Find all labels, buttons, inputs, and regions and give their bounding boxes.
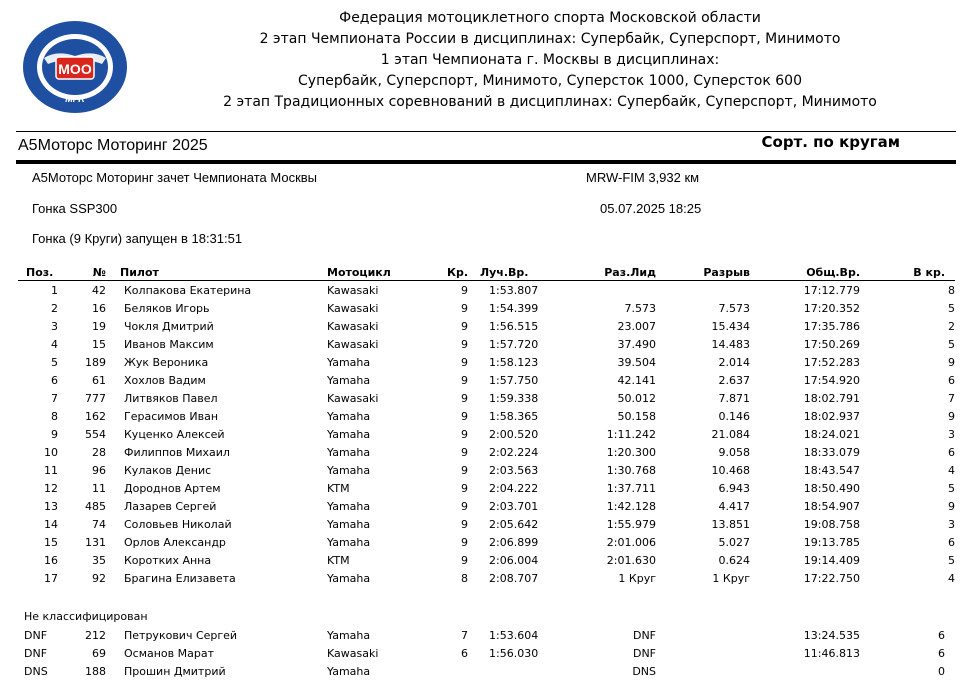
cell-total: 17:52.283 <box>803 355 860 369</box>
cell-moto: KTM <box>327 553 350 567</box>
cell-num: 131 <box>85 535 106 549</box>
cell-pos: 8 <box>51 409 58 423</box>
cell-gap-leader: 7.573 <box>624 301 656 315</box>
cell-gap-leader: 1:42.128 <box>606 499 656 513</box>
cell-best-lap: 5 <box>948 481 955 495</box>
cell-best: 2:04.222 <box>489 481 539 495</box>
cell-pos: 7 <box>51 391 58 405</box>
cell-moto: Yamaha <box>327 628 371 642</box>
cell-pilot: Литвяков Павел <box>124 391 218 405</box>
table-row <box>18 461 955 479</box>
cell-gap: 6.943 <box>718 481 750 495</box>
table-header-row <box>18 264 955 281</box>
cell-pilot: Соловьев Николай <box>124 517 232 531</box>
cell-laps: 9 <box>461 499 468 513</box>
logo-bottom-text: MFR <box>65 94 85 104</box>
col-best-lap: В кр. <box>860 264 955 281</box>
cell-pos: 1 <box>51 283 58 297</box>
federation-logo-graphic <box>22 20 128 114</box>
cell-moto: Yamaha <box>327 571 371 585</box>
cell-gap: 0.146 <box>718 409 750 423</box>
cell-laps: 9 <box>461 481 468 495</box>
cell-pos: 14 <box>44 517 58 531</box>
col-best: Луч.Вр. <box>468 264 571 281</box>
cell-pos: DNF <box>24 646 48 660</box>
table-row <box>18 389 955 407</box>
cell-pilot: Филиппов Михаил <box>124 445 230 459</box>
cell-best-lap: 5 <box>948 337 955 351</box>
cell-pilot: Брагина Елизавета <box>124 571 236 585</box>
col-moto: Мотоцикл <box>327 264 431 281</box>
cell-best-lap: 5 <box>948 553 955 567</box>
cell-gap-leader: 1 Круг <box>618 571 656 585</box>
not-classified-body <box>18 626 945 680</box>
cell-pos: 4 <box>51 337 58 351</box>
cell-num: 74 <box>92 517 106 531</box>
cell-pos: 6 <box>51 373 58 387</box>
cell-gap-leader <box>571 281 656 300</box>
cell-moto: Yamaha <box>327 445 371 459</box>
cell-laps: 6 <box>461 646 468 660</box>
federation-logo <box>22 20 128 114</box>
cell-total: 18:02.937 <box>803 409 860 423</box>
cell-pos: 5 <box>51 355 58 369</box>
cell-total <box>750 662 860 680</box>
cell-laps: 9 <box>461 463 468 477</box>
results-table <box>18 264 955 587</box>
cell-pilot: Лазарев Сергей <box>124 499 217 513</box>
cell-laps: 9 <box>461 391 468 405</box>
cell-best: 1:58.123 <box>489 355 539 369</box>
cell-num: 11 <box>92 481 106 495</box>
cell-gap: 0.624 <box>718 553 750 567</box>
cell-gap-leader: 1:55.979 <box>606 517 656 531</box>
header-line: Супербайк, Суперспорт, Минимото, Суперсток 1000, Суперсток 600 <box>298 73 802 89</box>
cell-gap: 9.058 <box>718 445 750 459</box>
table-row <box>18 497 955 515</box>
table-row <box>18 515 955 533</box>
cell-best: 2:00.520 <box>489 427 539 441</box>
cell-best-lap: 6 <box>938 646 945 660</box>
cell-best <box>468 662 571 680</box>
cell-best-lap: 3 <box>948 427 955 441</box>
cell-gap-leader: 50.158 <box>617 409 656 423</box>
col-pilot: Пилот <box>106 264 327 281</box>
table-row <box>18 425 955 443</box>
cell-laps: 9 <box>461 445 468 459</box>
cell-laps: 9 <box>461 409 468 423</box>
cell-gap <box>656 281 750 300</box>
cell-gap: 5.027 <box>718 535 750 549</box>
table-row <box>18 371 955 389</box>
cell-moto: Kawasaki <box>327 301 379 315</box>
table-row <box>18 644 945 662</box>
cell-pos: 9 <box>51 427 58 441</box>
cell-best: 2:06.004 <box>489 553 539 567</box>
cell-laps: 9 <box>461 355 468 369</box>
cell-total: 18:54.907 <box>803 499 860 513</box>
cell-pos: 11 <box>44 463 58 477</box>
cell-best-lap: 3 <box>948 517 955 531</box>
header-line: 2 этап Чемпионата России в дисциплинах: Супербайк, Суперспорт, Минимото <box>259 31 841 47</box>
header-line: 2 этап Традиционных соревнований в дисциплинах: Супербайк, Суперспорт, Минимото <box>223 94 877 110</box>
cell-num: 212 <box>85 628 106 642</box>
cell-gap-leader: 1:30.768 <box>606 463 656 477</box>
cell-moto: Kawasaki <box>327 337 379 351</box>
cell-best-lap: 8 <box>948 283 955 297</box>
cell-best: 1:59.338 <box>489 391 539 405</box>
col-total: Общ.Вр. <box>750 264 860 281</box>
cell-best: 2:05.642 <box>489 517 539 531</box>
header-line: Федерация мотоциклетного спорта Московской области <box>339 10 761 26</box>
cell-gap: 10.468 <box>711 463 750 477</box>
cell-num: 485 <box>85 499 106 513</box>
cell-best-lap: 9 <box>948 409 955 423</box>
cell-pilot: Османов Марат <box>124 646 215 660</box>
cell-gap-leader: 2:01.006 <box>606 535 656 549</box>
cell-best-lap: 4 <box>948 463 955 477</box>
cell-moto: Yamaha <box>327 409 371 423</box>
cell-moto: Yamaha <box>327 373 371 387</box>
cell-best: 1:58.365 <box>489 409 539 423</box>
event-title: А5Моторс Моторинг 2025 <box>18 137 208 154</box>
cell-gap: 14.483 <box>711 337 750 351</box>
cell-pilot: Куценко Алексей <box>124 427 225 441</box>
cell-pilot: Орлов Александр <box>124 535 226 549</box>
cell-laps: 9 <box>461 427 468 441</box>
cell-pilot: Иванов Максим <box>124 337 214 351</box>
cell-pilot: Коротких Анна <box>124 553 212 567</box>
cell-moto: Yamaha <box>327 499 371 513</box>
cell-pilot: Дороднов Артем <box>124 481 221 495</box>
cell-pilot: Колпакова Екатерина <box>124 283 252 297</box>
cell-laps: 9 <box>461 319 468 333</box>
cell-total: 18:24.021 <box>803 427 860 441</box>
logo-center-text: МОО <box>58 61 92 77</box>
table-row <box>18 317 955 335</box>
cell-gap: 13.851 <box>711 517 750 531</box>
not-classified-table <box>18 626 945 680</box>
cell-moto: Yamaha <box>327 355 371 369</box>
cell-laps: 9 <box>461 517 468 531</box>
table-row <box>18 533 955 551</box>
cell-pilot: Петрукович Сергей <box>124 628 238 642</box>
cell-gap <box>656 662 750 680</box>
cell-num: 162 <box>85 409 106 423</box>
cell-best-lap: 4 <box>948 571 955 585</box>
cell-moto: Kawasaki <box>327 319 379 333</box>
cell-best: 1:54.399 <box>489 301 539 315</box>
cell-laps: 9 <box>461 337 468 351</box>
table-row <box>18 299 955 317</box>
cell-moto: Yamaha <box>327 535 371 549</box>
cell-pilot: Чокля Дмитрий <box>124 319 214 333</box>
cell-gap-leader: 50.012 <box>617 391 656 405</box>
cell-total: 17:12.779 <box>803 283 860 297</box>
cell-total: 18:50.490 <box>803 481 860 495</box>
race-start: Гонка (9 Круги) запущен в 18:31:51 <box>32 231 243 246</box>
cell-num: 35 <box>92 553 106 567</box>
cell-laps: 9 <box>461 283 468 297</box>
cell-best: 1:56.515 <box>489 319 539 333</box>
cell-gap <box>656 644 750 662</box>
divider-thick <box>16 160 956 164</box>
cell-pos: 2 <box>51 301 58 315</box>
event-subtitle: А5Моторс Моторинг зачет Чемпионата Москвы <box>32 170 318 185</box>
cell-pilot: Кулаков Денис <box>124 463 212 477</box>
cell-best-lap: 0 <box>938 664 945 678</box>
table-row <box>18 281 955 300</box>
table-row <box>18 407 955 425</box>
cell-laps: 7 <box>461 628 468 642</box>
cell-moto: Kawasaki <box>327 391 379 405</box>
cell-moto: Kawasaki <box>327 283 379 297</box>
cell-best-lap: 6 <box>948 373 955 387</box>
header-line: 1 этап Чемпионата г. Москвы в дисциплинах: <box>380 52 720 68</box>
cell-num: 777 <box>85 391 106 405</box>
cell-pilot: Прошин Дмитрий <box>124 664 226 678</box>
cell-total: 19:14.409 <box>803 553 860 567</box>
not-classified-label: Не классифицирован <box>24 610 148 623</box>
cell-gap-leader: 1:37.711 <box>606 481 656 495</box>
cell-best: 2:03.701 <box>489 499 539 513</box>
cell-num: 188 <box>85 664 106 678</box>
cell-best: 1:53.604 <box>489 628 539 642</box>
cell-best: 2:06.899 <box>489 535 539 549</box>
cell-gap-leader: 39.504 <box>617 355 656 369</box>
cell-gap-leader: 1:11.242 <box>606 427 656 441</box>
cell-total: 18:43.547 <box>803 463 860 477</box>
col-pos: Поз. <box>18 264 58 281</box>
col-gap: Разрыв <box>656 264 750 281</box>
cell-gap-leader: DNF <box>632 628 656 642</box>
cell-num: 61 <box>92 373 106 387</box>
cell-laps <box>431 662 468 680</box>
cell-best: 1:57.750 <box>489 373 539 387</box>
cell-best-lap: 7 <box>948 391 955 405</box>
cell-laps: 9 <box>461 301 468 315</box>
cell-pos: DNS <box>24 664 48 678</box>
cell-pos: 17 <box>44 571 58 585</box>
cell-gap: 7.573 <box>718 301 750 315</box>
cell-moto: KTM <box>327 481 350 495</box>
cell-laps: 9 <box>461 535 468 549</box>
cell-best: 2:08.707 <box>489 571 539 585</box>
cell-num: 92 <box>92 571 106 585</box>
race-datetime: 05.07.2025 18:25 <box>600 201 702 216</box>
cell-pos: 12 <box>44 481 58 495</box>
cell-total: 18:02.791 <box>803 391 860 405</box>
cell-best: 1:56.030 <box>489 646 539 660</box>
cell-num: 42 <box>92 283 106 297</box>
table-row <box>18 353 955 371</box>
results-body <box>18 281 955 588</box>
cell-num: 69 <box>92 646 106 660</box>
col-laps: Кр. <box>431 264 468 281</box>
table-row <box>18 335 955 353</box>
cell-gap: 7.871 <box>718 391 750 405</box>
event-title-row <box>18 133 944 157</box>
cell-moto: Yamaha <box>327 517 371 531</box>
table-row <box>18 662 945 680</box>
table-row <box>18 551 955 569</box>
cell-gap-leader: DNF <box>632 646 656 660</box>
table-row <box>18 569 955 587</box>
cell-moto: Yamaha <box>327 427 371 441</box>
cell-pos: DNF <box>24 628 48 642</box>
cell-num: 19 <box>92 319 106 333</box>
cell-pos: 3 <box>51 319 58 333</box>
cell-gap <box>656 626 750 644</box>
cell-gap-leader: 2:01.630 <box>606 553 656 567</box>
cell-total: 11:46.813 <box>803 646 860 660</box>
cell-gap-leader: 1:20.300 <box>606 445 656 459</box>
cell-total: 17:54.920 <box>803 373 860 387</box>
cell-best: 1:53.807 <box>489 283 539 297</box>
cell-best-lap: 9 <box>948 499 955 513</box>
cell-num: 15 <box>92 337 106 351</box>
cell-pilot: Беляков Игорь <box>124 301 210 315</box>
cell-pos: 10 <box>44 445 58 459</box>
cell-moto: Yamaha <box>327 664 371 678</box>
cell-pilot: Жук Вероника <box>124 355 209 369</box>
cell-gap-leader: 42.141 <box>617 373 656 387</box>
cell-laps: 8 <box>461 571 468 585</box>
cell-gap: 2.637 <box>718 373 750 387</box>
cell-pilot: Герасимов Иван <box>124 409 219 423</box>
cell-num: 189 <box>85 355 106 369</box>
cell-pos: 15 <box>44 535 58 549</box>
cell-total: 19:08.758 <box>803 517 860 531</box>
cell-best-lap: 2 <box>948 319 955 333</box>
cell-num: 28 <box>92 445 106 459</box>
track-info: MRW-FIM 3,932 км <box>586 170 700 185</box>
table-row <box>18 479 955 497</box>
cell-gap: 1 Круг <box>712 571 750 585</box>
cell-total: 13:24.535 <box>803 628 860 642</box>
cell-laps: 9 <box>461 373 468 387</box>
sort-label: Сорт. по кругам <box>761 133 900 151</box>
col-num: № <box>58 264 106 281</box>
event-header <box>150 8 950 113</box>
cell-gap-leader: DNS <box>632 664 656 678</box>
cell-moto: Kawasaki <box>327 646 379 660</box>
cell-total: 17:50.269 <box>803 337 860 351</box>
cell-best-lap: 5 <box>948 301 955 315</box>
race-name: Гонка SSP300 <box>32 201 118 216</box>
cell-best-lap: 6 <box>948 535 955 549</box>
cell-num: 554 <box>85 427 106 441</box>
cell-total: 17:35.786 <box>803 319 860 333</box>
cell-pos: 13 <box>44 499 58 513</box>
cell-gap: 15.434 <box>711 319 750 333</box>
cell-gap: 4.417 <box>718 499 750 513</box>
cell-gap-leader: 37.490 <box>617 337 656 351</box>
cell-best: 1:57.720 <box>489 337 539 351</box>
cell-num: 16 <box>92 301 106 315</box>
table-row <box>18 443 955 461</box>
table-row <box>18 626 945 644</box>
cell-best-lap: 6 <box>948 445 955 459</box>
cell-best-lap: 9 <box>948 355 955 369</box>
cell-best-lap: 6 <box>938 628 945 642</box>
cell-pos: 16 <box>44 553 58 567</box>
cell-best: 2:03.563 <box>489 463 539 477</box>
cell-gap: 21.084 <box>711 427 750 441</box>
cell-laps: 9 <box>461 553 468 567</box>
cell-total: 17:20.352 <box>803 301 860 315</box>
cell-gap-leader: 23.007 <box>617 319 656 333</box>
cell-best: 2:02.224 <box>489 445 539 459</box>
cell-total: 19:13.785 <box>803 535 860 549</box>
col-gap-leader: Раз.Лид <box>571 264 656 281</box>
cell-total: 18:33.079 <box>803 445 860 459</box>
cell-pilot: Хохлов Вадим <box>124 373 206 387</box>
cell-num: 96 <box>92 463 106 477</box>
cell-gap: 2.014 <box>718 355 750 369</box>
divider <box>16 131 956 132</box>
cell-moto: Yamaha <box>327 463 371 477</box>
cell-total: 17:22.750 <box>803 571 860 585</box>
